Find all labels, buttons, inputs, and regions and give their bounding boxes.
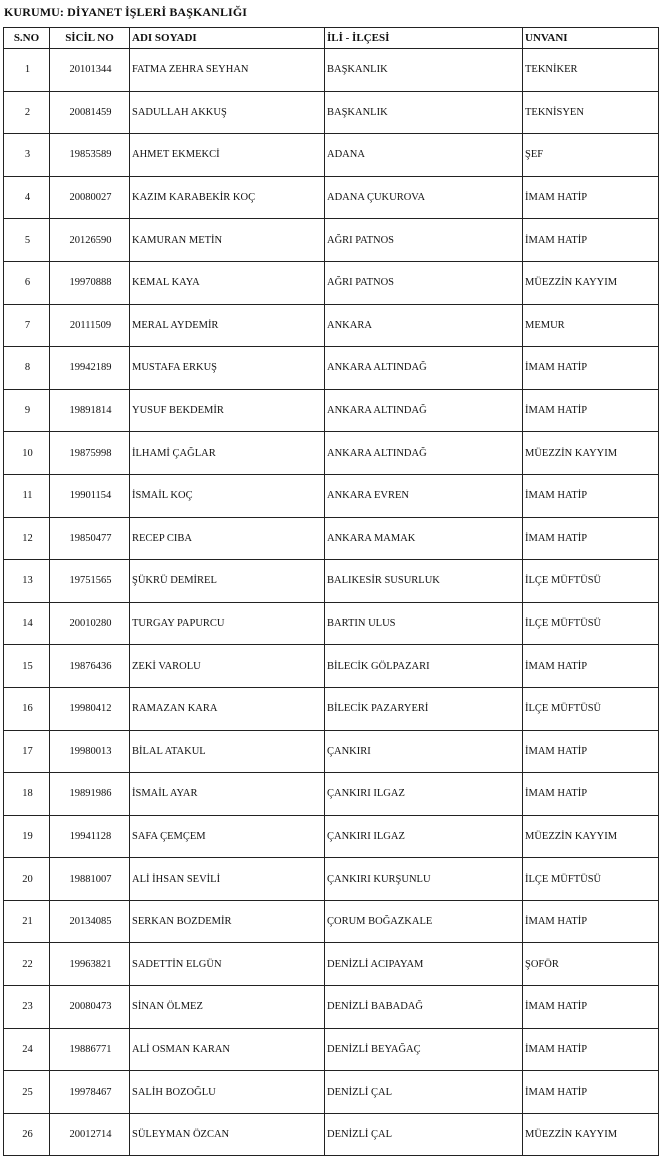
cell-sno: 7: [4, 304, 50, 347]
cell-title: İLÇE MÜFTÜSÜ: [523, 858, 659, 901]
cell-full-name: BİLAL ATAKUL: [130, 730, 325, 773]
cell-province-district: DENİZLİ BEYAĞAÇ: [325, 1028, 523, 1071]
cell-full-name: KAMURAN METİN: [130, 219, 325, 262]
cell-province-district: BAŞKANLIK: [325, 91, 523, 134]
cell-sicil-no: 20080027: [50, 176, 130, 219]
cell-full-name: SALİH BOZOĞLU: [130, 1071, 325, 1114]
cell-province-district: DENİZLİ ÇAL: [325, 1071, 523, 1114]
cell-sno: 21: [4, 900, 50, 943]
cell-sno: 15: [4, 645, 50, 688]
cell-title: İMAM HATİP: [523, 517, 659, 560]
table-row: [4, 602, 659, 645]
cell-sno: 16: [4, 687, 50, 730]
cell-sicil-no: 19881007: [50, 858, 130, 901]
cell-title: İMAM HATİP: [523, 389, 659, 432]
cell-sicil-no: 20080473: [50, 986, 130, 1029]
cell-sicil-no: 20081459: [50, 91, 130, 134]
cell-title: TEKNİSYEN: [523, 91, 659, 134]
cell-full-name: SİNAN ÖLMEZ: [130, 986, 325, 1029]
cell-sno: 11: [4, 474, 50, 517]
table-row: [4, 900, 659, 943]
cell-sicil-no: 19876436: [50, 645, 130, 688]
cell-sicil-no: 19980013: [50, 730, 130, 773]
cell-full-name: RAMAZAN KARA: [130, 687, 325, 730]
cell-sno: 9: [4, 389, 50, 432]
cell-full-name: ZEKİ VAROLU: [130, 645, 325, 688]
cell-full-name: İSMAİL AYAR: [130, 773, 325, 816]
cell-title: ŞEF: [523, 134, 659, 177]
table-row: [4, 261, 659, 304]
cell-province-district: AĞRI PATNOS: [325, 261, 523, 304]
cell-full-name: TURGAY PAPURCU: [130, 602, 325, 645]
header-province-district: İLİ - İLÇESİ: [325, 28, 523, 49]
cell-sicil-no: 20012714: [50, 1113, 130, 1156]
cell-sicil-no: 20126590: [50, 219, 130, 262]
cell-full-name: SAFA ÇEMÇEM: [130, 815, 325, 858]
cell-sno: 12: [4, 517, 50, 560]
header-sicil-no: SİCİL NO: [50, 28, 130, 49]
cell-full-name: MERAL AYDEMİR: [130, 304, 325, 347]
table-row: [4, 560, 659, 603]
cell-full-name: İSMAİL KOÇ: [130, 474, 325, 517]
cell-sno: 3: [4, 134, 50, 177]
table-row: [4, 1071, 659, 1114]
cell-sno: 10: [4, 432, 50, 475]
cell-sicil-no: 20134085: [50, 900, 130, 943]
cell-sno: 26: [4, 1113, 50, 1156]
cell-province-district: ADANA: [325, 134, 523, 177]
cell-title: ŞOFÖR: [523, 943, 659, 986]
cell-sicil-no: 20111509: [50, 304, 130, 347]
cell-sno: 13: [4, 560, 50, 603]
cell-province-district: ANKARA ALTINDAĞ: [325, 432, 523, 475]
table-row: [4, 432, 659, 475]
cell-sno: 18: [4, 773, 50, 816]
cell-sicil-no: 19886771: [50, 1028, 130, 1071]
cell-full-name: SADULLAH AKKUŞ: [130, 91, 325, 134]
cell-full-name: SERKAN BOZDEMİR: [130, 900, 325, 943]
cell-sicil-no: 19980412: [50, 687, 130, 730]
cell-province-district: DENİZLİ BABADAĞ: [325, 986, 523, 1029]
cell-province-district: ANKARA: [325, 304, 523, 347]
table-row: [4, 645, 659, 688]
cell-sno: 6: [4, 261, 50, 304]
cell-sicil-no: 19891986: [50, 773, 130, 816]
cell-sicil-no: 19901154: [50, 474, 130, 517]
cell-title: İMAM HATİP: [523, 347, 659, 390]
cell-title: TEKNİKER: [523, 49, 659, 92]
cell-sno: 20: [4, 858, 50, 901]
cell-title: MEMUR: [523, 304, 659, 347]
cell-province-district: ÇANKIRI KURŞUNLU: [325, 858, 523, 901]
table-row: [4, 730, 659, 773]
header-title: UNVANI: [523, 28, 659, 49]
cell-title: İMAM HATİP: [523, 474, 659, 517]
cell-title: MÜEZZİN KAYYIM: [523, 815, 659, 858]
table-row: [4, 91, 659, 134]
cell-title: İLÇE MÜFTÜSÜ: [523, 560, 659, 603]
cell-title: İMAM HATİP: [523, 1071, 659, 1114]
cell-sno: 17: [4, 730, 50, 773]
cell-title: MÜEZZİN KAYYIM: [523, 261, 659, 304]
cell-province-district: ÇANKIRI ILGAZ: [325, 815, 523, 858]
cell-province-district: BİLECİK GÖLPAZARI: [325, 645, 523, 688]
cell-full-name: YUSUF BEKDEMİR: [130, 389, 325, 432]
cell-full-name: ALİ İHSAN SEVİLİ: [130, 858, 325, 901]
cell-full-name: İLHAMİ ÇAĞLAR: [130, 432, 325, 475]
cell-province-district: AĞRI PATNOS: [325, 219, 523, 262]
cell-full-name: KEMAL KAYA: [130, 261, 325, 304]
table-row: [4, 858, 659, 901]
cell-title: İLÇE MÜFTÜSÜ: [523, 602, 659, 645]
cell-title: İMAM HATİP: [523, 986, 659, 1029]
table-row: [4, 134, 659, 177]
cell-province-district: DENİZLİ ACIPAYAM: [325, 943, 523, 986]
cell-sno: 1: [4, 49, 50, 92]
cell-province-district: BİLECİK PAZARYERİ: [325, 687, 523, 730]
table-row: [4, 986, 659, 1029]
table-row: [4, 304, 659, 347]
cell-province-district: DENİZLİ ÇAL: [325, 1113, 523, 1156]
personnel-table: [3, 27, 659, 1156]
header-full-name: ADI SOYADI: [130, 28, 325, 49]
cell-title: İMAM HATİP: [523, 1028, 659, 1071]
cell-sno: 22: [4, 943, 50, 986]
table-row: [4, 943, 659, 986]
cell-full-name: FATMA ZEHRA SEYHAN: [130, 49, 325, 92]
cell-sicil-no: 19891814: [50, 389, 130, 432]
cell-title: MÜEZZİN KAYYIM: [523, 432, 659, 475]
cell-full-name: AHMET EKMEKCİ: [130, 134, 325, 177]
table-row: [4, 219, 659, 262]
table-row: [4, 347, 659, 390]
cell-province-district: ANKARA ALTINDAĞ: [325, 347, 523, 390]
cell-sicil-no: 19751565: [50, 560, 130, 603]
cell-province-district: ANKARA MAMAK: [325, 517, 523, 560]
cell-province-district: BARTIN ULUS: [325, 602, 523, 645]
table-row: [4, 49, 659, 92]
cell-province-district: BAŞKANLIK: [325, 49, 523, 92]
cell-province-district: ADANA ÇUKUROVA: [325, 176, 523, 219]
cell-title: İMAM HATİP: [523, 900, 659, 943]
table-row: [4, 389, 659, 432]
table-row: [4, 815, 659, 858]
cell-sicil-no: 20010280: [50, 602, 130, 645]
institution-heading: KURUMU: DİYANET İŞLERİ BAŞKANLIĞI: [4, 5, 248, 19]
cell-sno: 4: [4, 176, 50, 219]
cell-province-district: BALIKESİR SUSURLUK: [325, 560, 523, 603]
cell-full-name: SÜLEYMAN ÖZCAN: [130, 1113, 325, 1156]
cell-title: İMAM HATİP: [523, 730, 659, 773]
table-body: [4, 49, 659, 1156]
table-row: [4, 773, 659, 816]
cell-full-name: ŞÜKRÜ DEMİREL: [130, 560, 325, 603]
cell-sno: 25: [4, 1071, 50, 1114]
cell-sno: 23: [4, 986, 50, 1029]
cell-sicil-no: 19978467: [50, 1071, 130, 1114]
cell-province-district: ÇANKIRI ILGAZ: [325, 773, 523, 816]
table-row: [4, 1113, 659, 1156]
cell-sicil-no: 19853589: [50, 134, 130, 177]
header-sno: S.NO: [4, 28, 50, 49]
cell-sno: 24: [4, 1028, 50, 1071]
cell-title: İMAM HATİP: [523, 176, 659, 219]
cell-sno: 8: [4, 347, 50, 390]
cell-title: İMAM HATİP: [523, 219, 659, 262]
cell-full-name: MUSTAFA ERKUŞ: [130, 347, 325, 390]
cell-province-district: ÇORUM BOĞAZKALE: [325, 900, 523, 943]
cell-sicil-no: 19963821: [50, 943, 130, 986]
cell-full-name: SADETTİN ELGÜN: [130, 943, 325, 986]
cell-full-name: KAZIM KARABEKİR KOÇ: [130, 176, 325, 219]
cell-title: İMAM HATİP: [523, 773, 659, 816]
cell-province-district: ANKARA ALTINDAĞ: [325, 389, 523, 432]
cell-sicil-no: 19942189: [50, 347, 130, 390]
cell-sno: 19: [4, 815, 50, 858]
table-row: [4, 474, 659, 517]
table-row: [4, 176, 659, 219]
table-row: [4, 687, 659, 730]
cell-sicil-no: 19970888: [50, 261, 130, 304]
cell-sicil-no: 19850477: [50, 517, 130, 560]
cell-sno: 2: [4, 91, 50, 134]
cell-sno: 5: [4, 219, 50, 262]
cell-province-district: ÇANKIRI: [325, 730, 523, 773]
table-header: [4, 28, 659, 49]
cell-full-name: ALİ OSMAN KARAN: [130, 1028, 325, 1071]
cell-full-name: RECEP CIBA: [130, 517, 325, 560]
cell-title: İMAM HATİP: [523, 645, 659, 688]
cell-title: MÜEZZİN KAYYIM: [523, 1113, 659, 1156]
cell-title: İLÇE MÜFTÜSÜ: [523, 687, 659, 730]
cell-sno: 14: [4, 602, 50, 645]
cell-province-district: ANKARA EVREN: [325, 474, 523, 517]
cell-sicil-no: 20101344: [50, 49, 130, 92]
header-row: [4, 28, 659, 49]
cell-sicil-no: 19875998: [50, 432, 130, 475]
cell-sicil-no: 19941128: [50, 815, 130, 858]
table-row: [4, 517, 659, 560]
table-row: [4, 1028, 659, 1071]
